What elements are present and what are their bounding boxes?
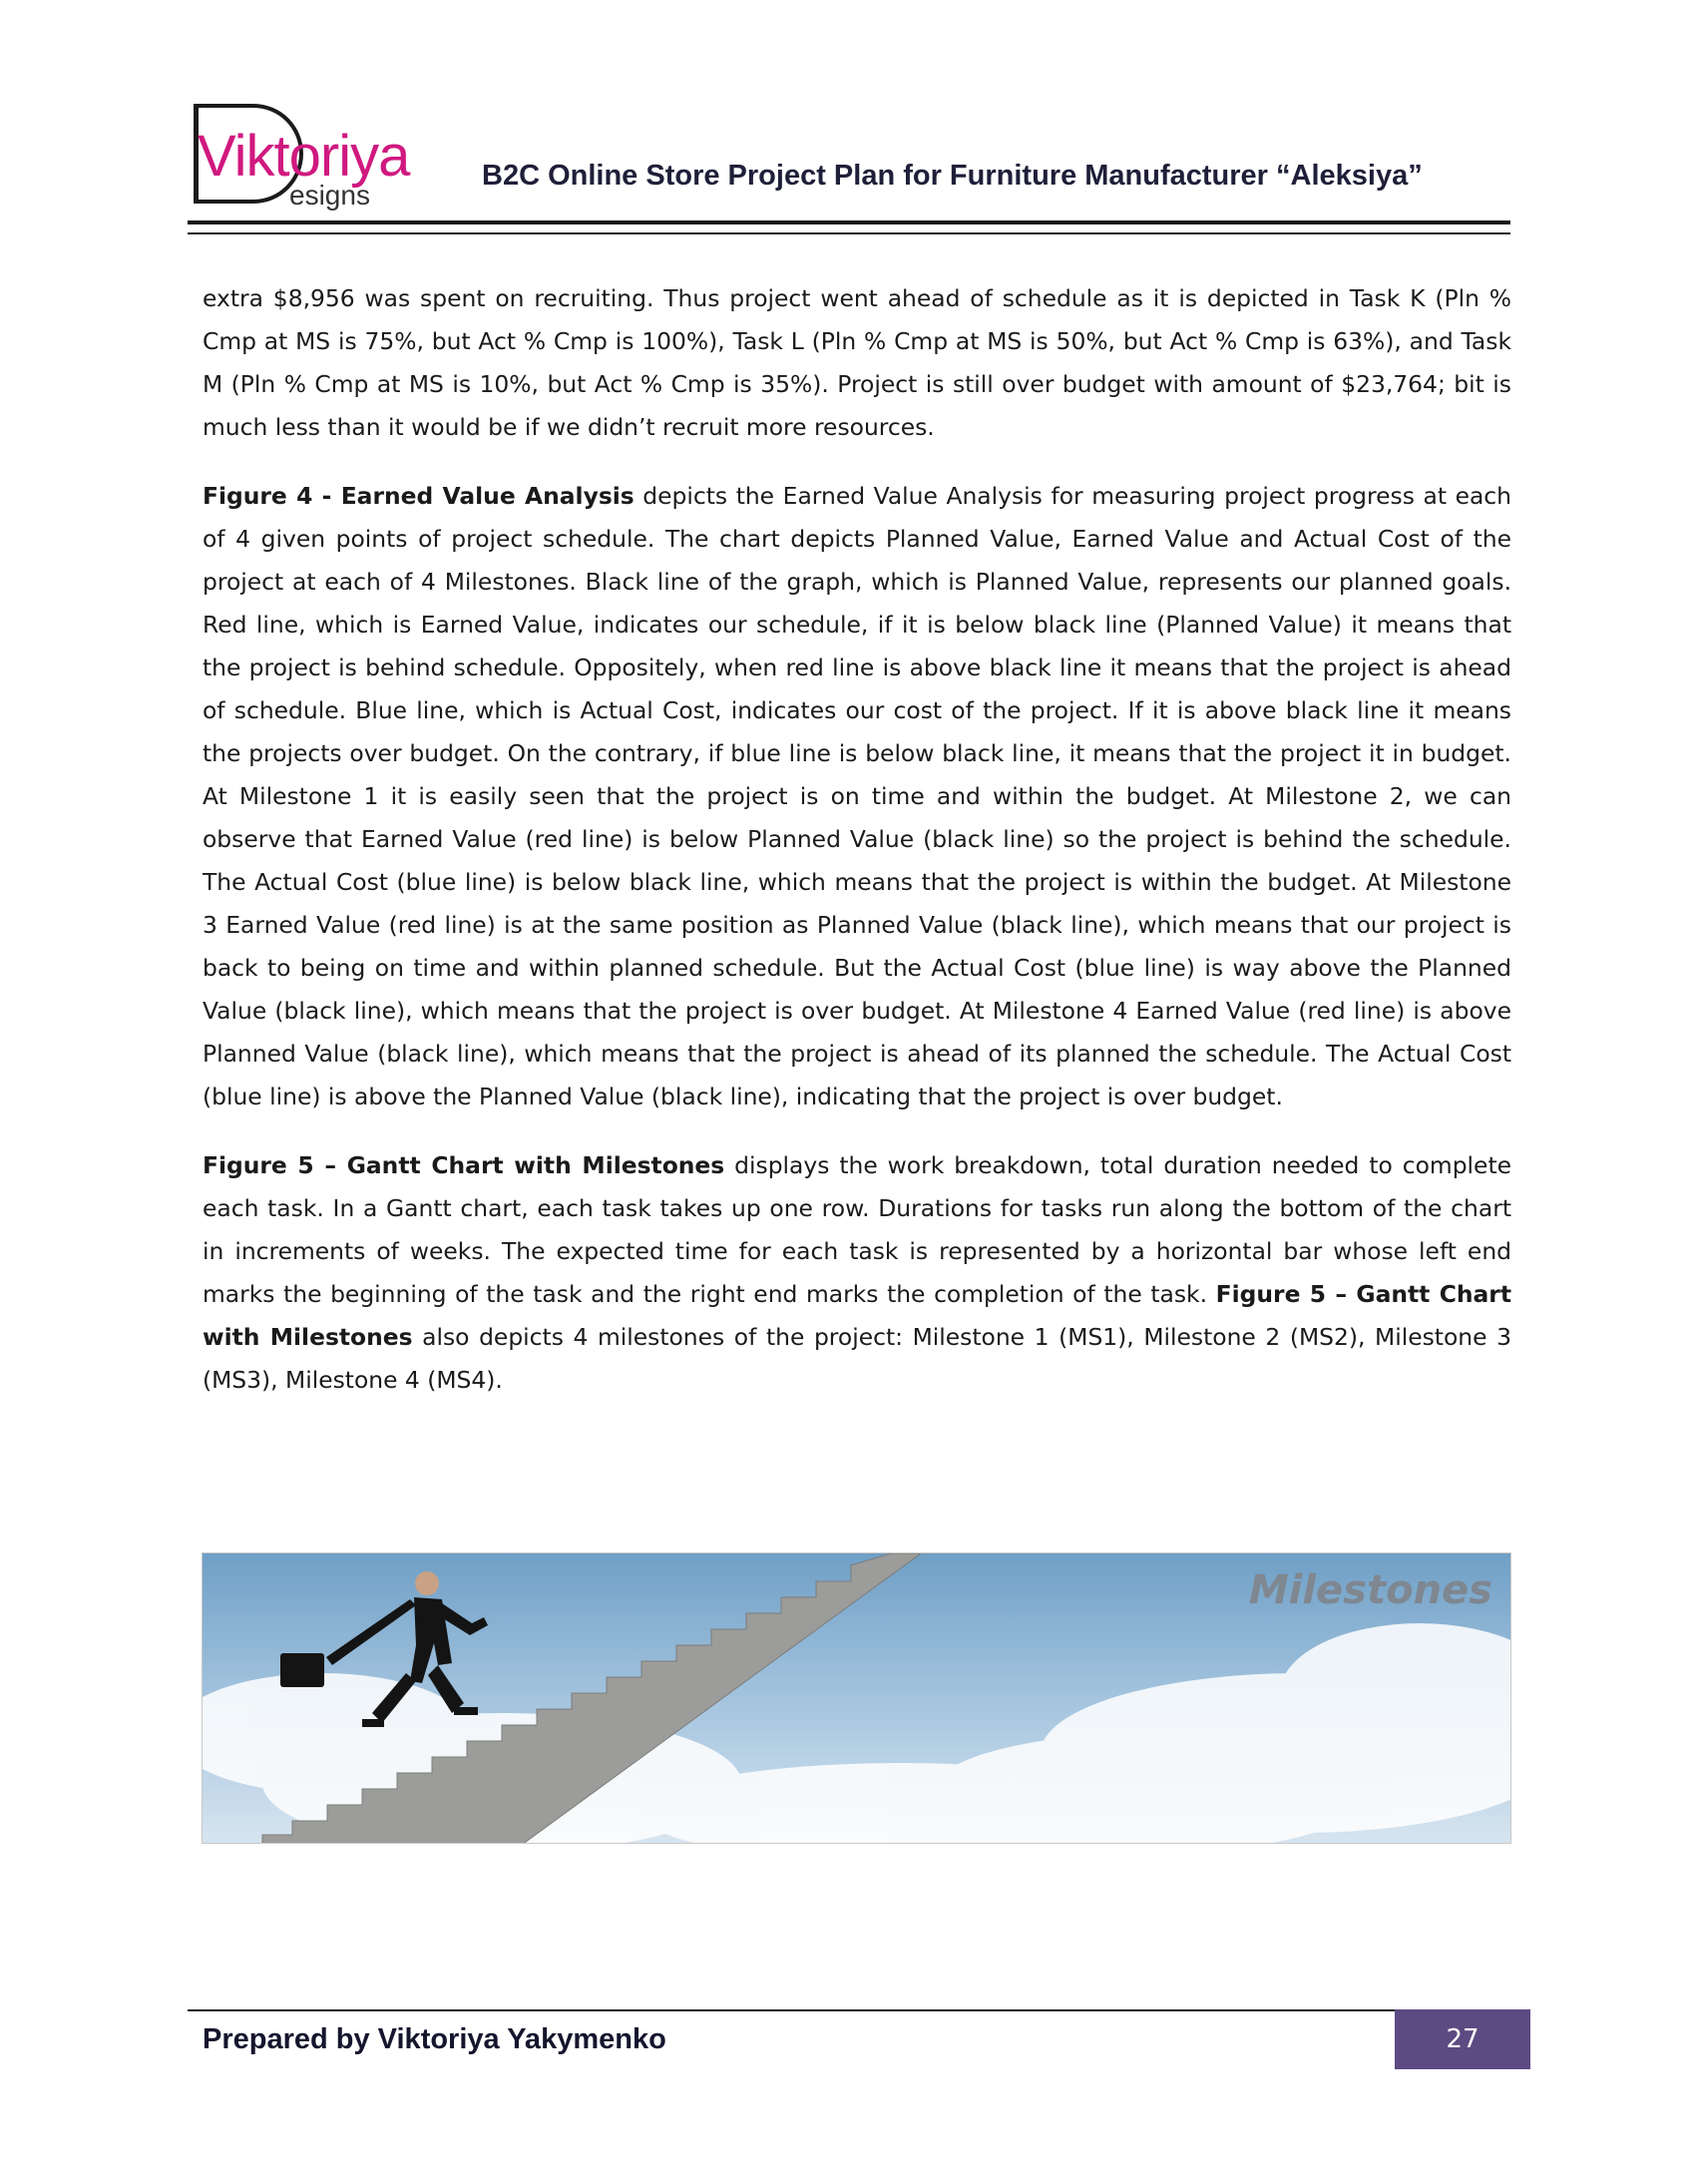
document-title: B2C Online Store Project Plan for Furniture Manufacturer “Aleksiya” [482,160,1423,192]
figure-5-reference: Figure 5 – Gantt Chart with Milestones [203,1151,725,1179]
company-logo [194,104,433,216]
paragraph-recruiting: extra $8,956 was spent on recruiting. Thus project went ahead of schedule as it is depicted in Task K (Pln % Cmp at MS is 75%, but Act % Cmp is 100%), Task L (Pln % Cmp at MS is 50%, but Act % Cmp is 63%), and Task M (Pln % Cmp at MS is 10%, but Act % Cmp is 35%). Project is still over budget with amount of $23,764; bit is much less than it would be if we didn’t recruit more resources. [203,284,1511,441]
footer-rule [188,2009,1395,2011]
banner-caption: Milestones [1248,1567,1492,1613]
footer-author: Prepared by Viktoriya Yakymenko [203,2023,666,2055]
milestones-banner-image [202,1552,1511,1844]
figure-5-reference-2: Figure 5 – Gantt Chart with Milestones [203,1280,1512,1351]
header-rule-thin [188,232,1510,234]
logo-wordmark: Viktoriya [198,124,410,189]
logo-subword: esigns [289,180,370,211]
header-rule [188,220,1510,224]
figure-4-reference: Figure 4 - Earned Value Analysis [203,482,635,510]
page-body [203,277,1511,1428]
paragraph-gantt: Figure 5 – Gantt Chart with Milestones displays the work breakdown, total duration needed to complete each task. In a Gantt chart, each task takes up one row. Durations for tasks run along the bottom of the chart in increments of weeks. The expected time for each task is represented by a horizontal bar whose left end marks the beginning of the task and the right end marks the completion of the task. Figure 5 – Gantt Chart with Milestones also depicts 4 milestones of the project: Milestone 1 (MS1), Milestone 2 (MS2), Milestone 3 (MS3), Milestone 4 (MS4). [203,1151,1512,1394]
page-number: 27 [1395,2009,1530,2069]
paragraph-earned-value: Figure 4 - Earned Value Analysis depicts the Earned Value Analysis for measuring project progress at each of 4 given points of project schedule. The chart depicts Planned Value, Earned Value and Actual Cost of the project at each of 4 Milestones. Black line of the graph, which is Planned Value, represents our planned goals. Red line, which is Earned Value, indicates our schedule, if it is below black line (Planned Value) it means that the project is behind schedule. Oppositely, when red line is above black line it means that the project is ahead of schedule. Blue line, which is Actual Cost, indicates our cost of the project. If it is above black line it means the projects over budget. On the contrary, if blue line is below black line, it means that the project it in budget. At Milestone 1 it is easily seen that the project is on time and within the budget. At Milestone 2, we can observe that Earned Value (red line) is below Planned Value (black line) so the project is behind the schedule. The Actual Cost (blue line) is below black line, which means that the project is within the budget. At Milestone 3 Earned Value (red line) is at the same position as Planned Value (black line), which means that our project is back to being on time and within planned schedule. But the Actual Cost (blue line) is way above the Planned Value (black line), which means that the project is over budget. At Milestone 4 Earned Value (red line) is above Planned Value (black line), which means that the project is ahead of its planned the schedule. The Actual Cost (blue line) is above the Planned Value (black line), indicating that the project is over budget. [203,482,1511,1110]
